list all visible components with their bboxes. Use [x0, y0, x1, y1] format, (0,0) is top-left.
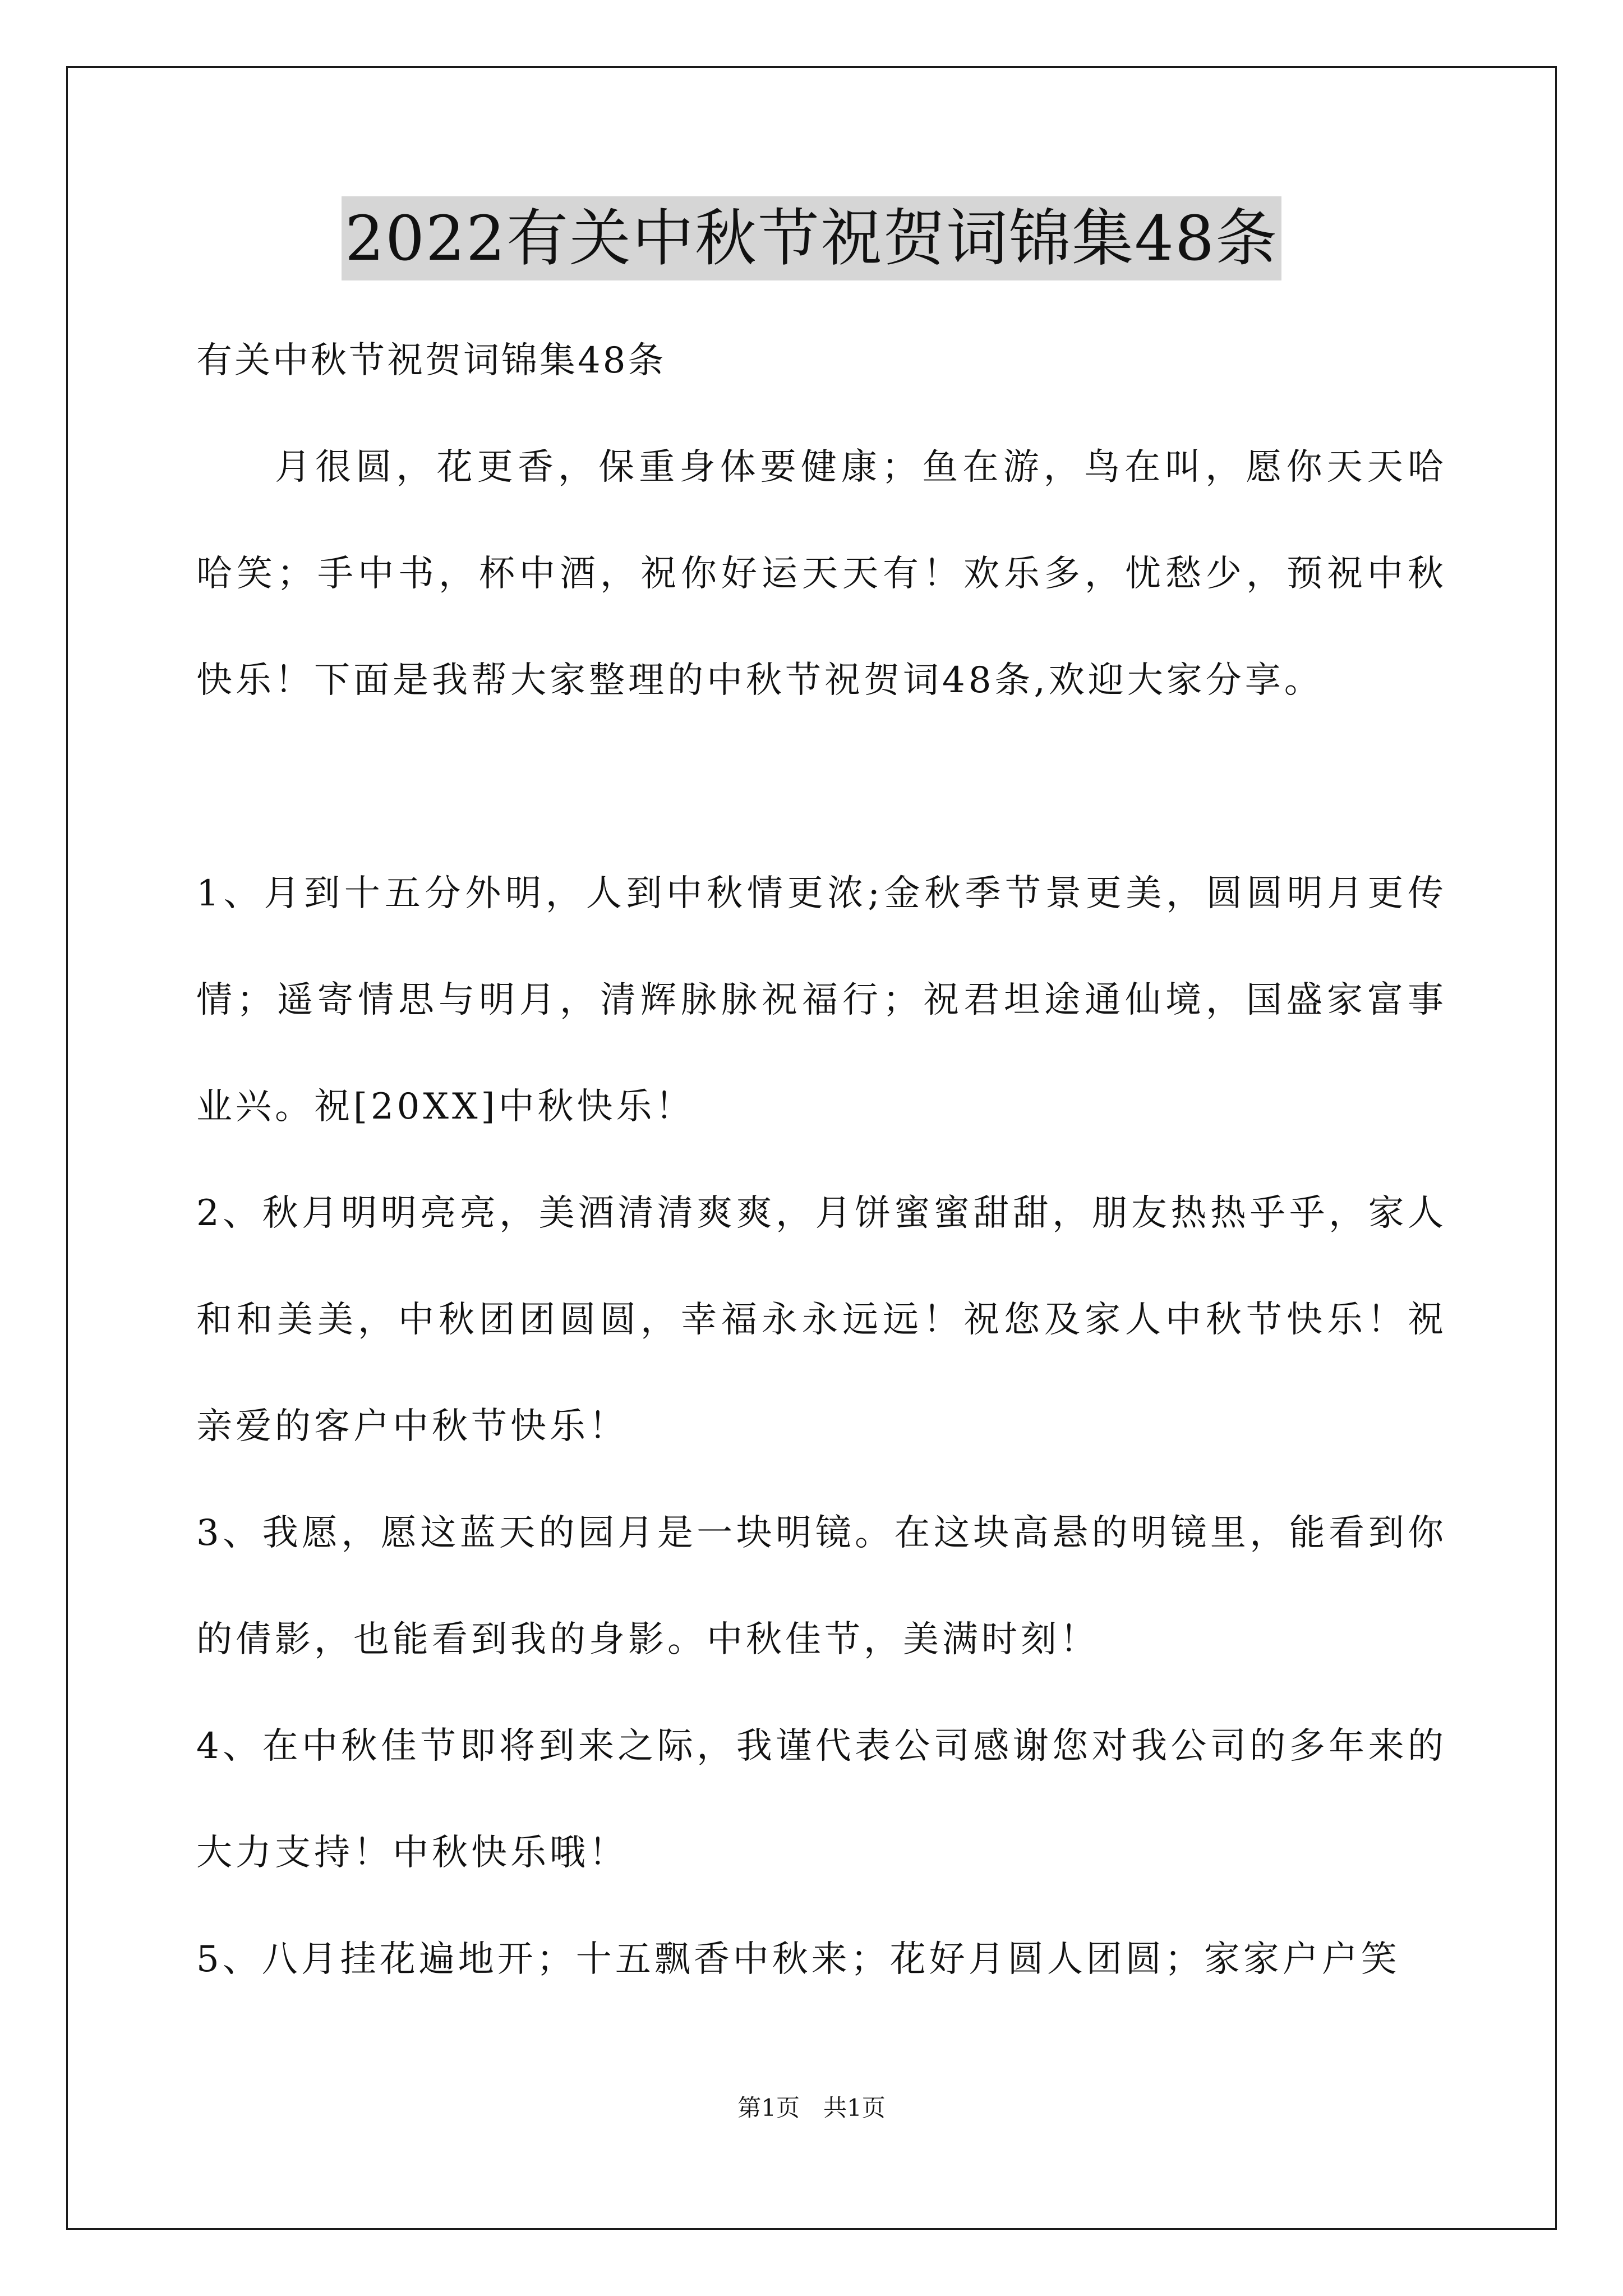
- page-footer: 第1页 共1页: [737, 2094, 886, 2122]
- greeting-item-2: 2、秋月明明亮亮，美酒清清爽爽，月饼蜜蜜甜甜，朋友热热乎乎，家人和和美美，中秋团团圆圆，幸福永永远远！祝您及家人中秋节快乐！祝亲爱的客户中秋节快乐！: [196, 1193, 1447, 1447]
- blank-line: [196, 734, 1447, 840]
- greeting-item-5: 5、八月挂花遍地开；十五飘香中秋来；花好月圆人团圆；家家户户笑: [196, 1939, 1400, 1980]
- title-container: [0, 196, 1623, 280]
- greeting-item-4: 4、在中秋佳节即将到来之际，我谨代表公司感谢您对我公司的多年来的大力支持！中秋快乐哦！: [196, 1726, 1447, 1874]
- document-body: [196, 307, 1447, 2013]
- greeting-item-3: 3、我愿，愿这蓝天的园月是一块明镜。在这块高悬的明镜里，能看到你的倩影，也能看到我的身影。中秋佳节，美满时刻！: [196, 1512, 1447, 1660]
- intro-paragraph: 月很圆，花更香，保重身体要健康；鱼在游，鸟在叫，愿你天天哈哈笑；手中书，杯中酒，祝你好运天天有！欢乐多，忧愁少，预祝中秋快乐！下面是我帮大家整理的中秋节祝贺词48条,欢迎大家分享。: [196, 447, 1447, 701]
- document-title: 2022有关中秋节祝贺词锦集48条: [342, 196, 1281, 280]
- document-subtitle: 有关中秋节祝贺词锦集48条: [196, 340, 666, 381]
- greeting-item-1: 1、月到十五分外明，人到中秋情更浓;金秋季节景更美，圆圆明月更传情；遥寄情思与明月，清辉脉脉祝福行；祝君坦途通仙境，国盛家富事业兴。祝[20XX]中秋快乐！: [196, 873, 1447, 1128]
